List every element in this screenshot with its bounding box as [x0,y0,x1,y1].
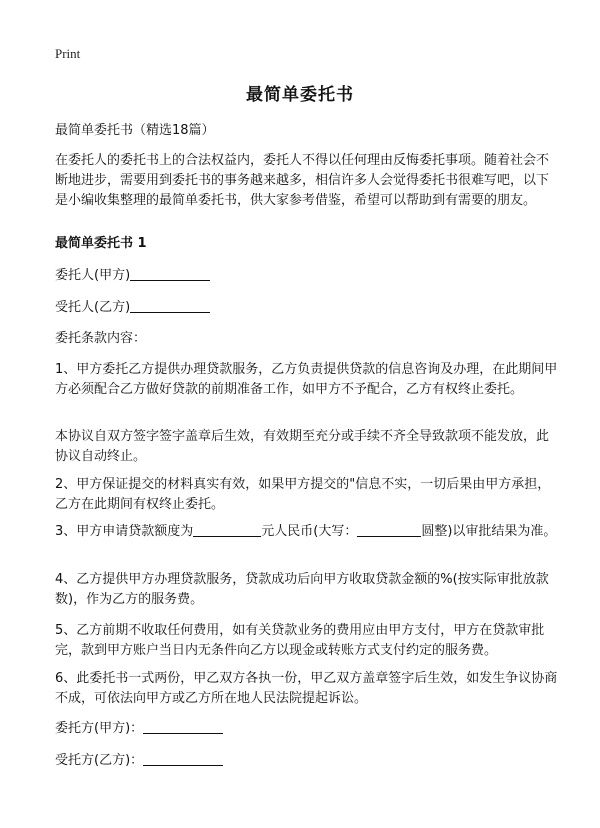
print-link[interactable]: Print [55,46,81,61]
clause-6: 6、此委托书一式两份，甲乙双方各执一份，甲乙双方盖章签字后生效，如发生争议协商不成，可依法向甲方或乙方所在地人民法院提起诉讼。 [55,671,558,706]
clause-4: 4、乙方提供甲方办理贷款服务，贷款成功后向甲方收取贷款金额的%(按实际审批放款数)，作为乙方的服务费。 [55,572,549,607]
sign-principal-line [55,719,560,739]
clause-1: 1、甲方委托乙方提供办理贷款服务，乙方负责提供贷款的信息咨询及办理，在此期间甲方必须配合乙方做好贷款的前期准备工作，如甲方不予配合，乙方有权终止委托。 [55,362,558,397]
agent-line [55,298,560,318]
loan-amount-capital-blank[interactable] [357,522,421,537]
agent-label: 受托人(乙方) [55,300,131,315]
sign-agent-blank[interactable] [143,751,223,766]
clause-3-middle: 元人民币(大写： [261,524,358,539]
clause-effect: 本协议自双方签字签字盖章后生效，有效期至充分或手续不齐全导致款项不能发放，此协议自动终止。 [55,429,550,464]
sign-agent-label: 受托方(乙方)： [55,753,144,768]
section-heading: 最简单委托书 1 [55,236,147,251]
sign-agent-line [55,751,560,771]
clause-3 [55,522,560,542]
intro-paragraph: 在委托人的委托书上的合法权益内，委托人不得以任何理由反悔委托事项。随着社会不断地进步，需要用到委托书的事务越来越多，相信许多人会觉得委托书很难写吧，以下是小编收集整理的最简单委托书，供大家参考借鉴，希望可以帮助到有需要的朋友。 [55,153,550,208]
sign-principal-label: 委托方(甲方)： [55,721,144,736]
principal-blank[interactable] [130,266,210,281]
principal-label: 委托人(甲方) [55,268,131,283]
principal-line [55,266,560,286]
sign-principal-blank[interactable] [143,719,223,734]
document-subtitle: 最简单委托书（精选18篇） [55,123,215,138]
clause-2: 2、甲方保证提交的材料真实有效，如果甲方提交的"信息不实，一切后果由甲方承担，乙方在此期间有权终止委托。 [55,477,551,512]
document-title: 最简单委托书 [246,85,354,105]
clause-5: 5、乙方前期不收取任何费用，如有关贷款业务的费用应由甲方支付，甲方在贷款审批完，款到甲方账户当日内无条件向乙方以现金或转账方式支付约定的服务费。 [55,623,545,658]
clause-3-suffix: 圆整)以审批结果为准。 [421,524,557,539]
terms-label: 委托条款内容： [55,331,147,346]
agent-blank[interactable] [130,298,210,313]
loan-amount-blank[interactable] [193,522,261,537]
clause-3-prefix: 3、甲方申请贷款额度为 [55,524,194,539]
